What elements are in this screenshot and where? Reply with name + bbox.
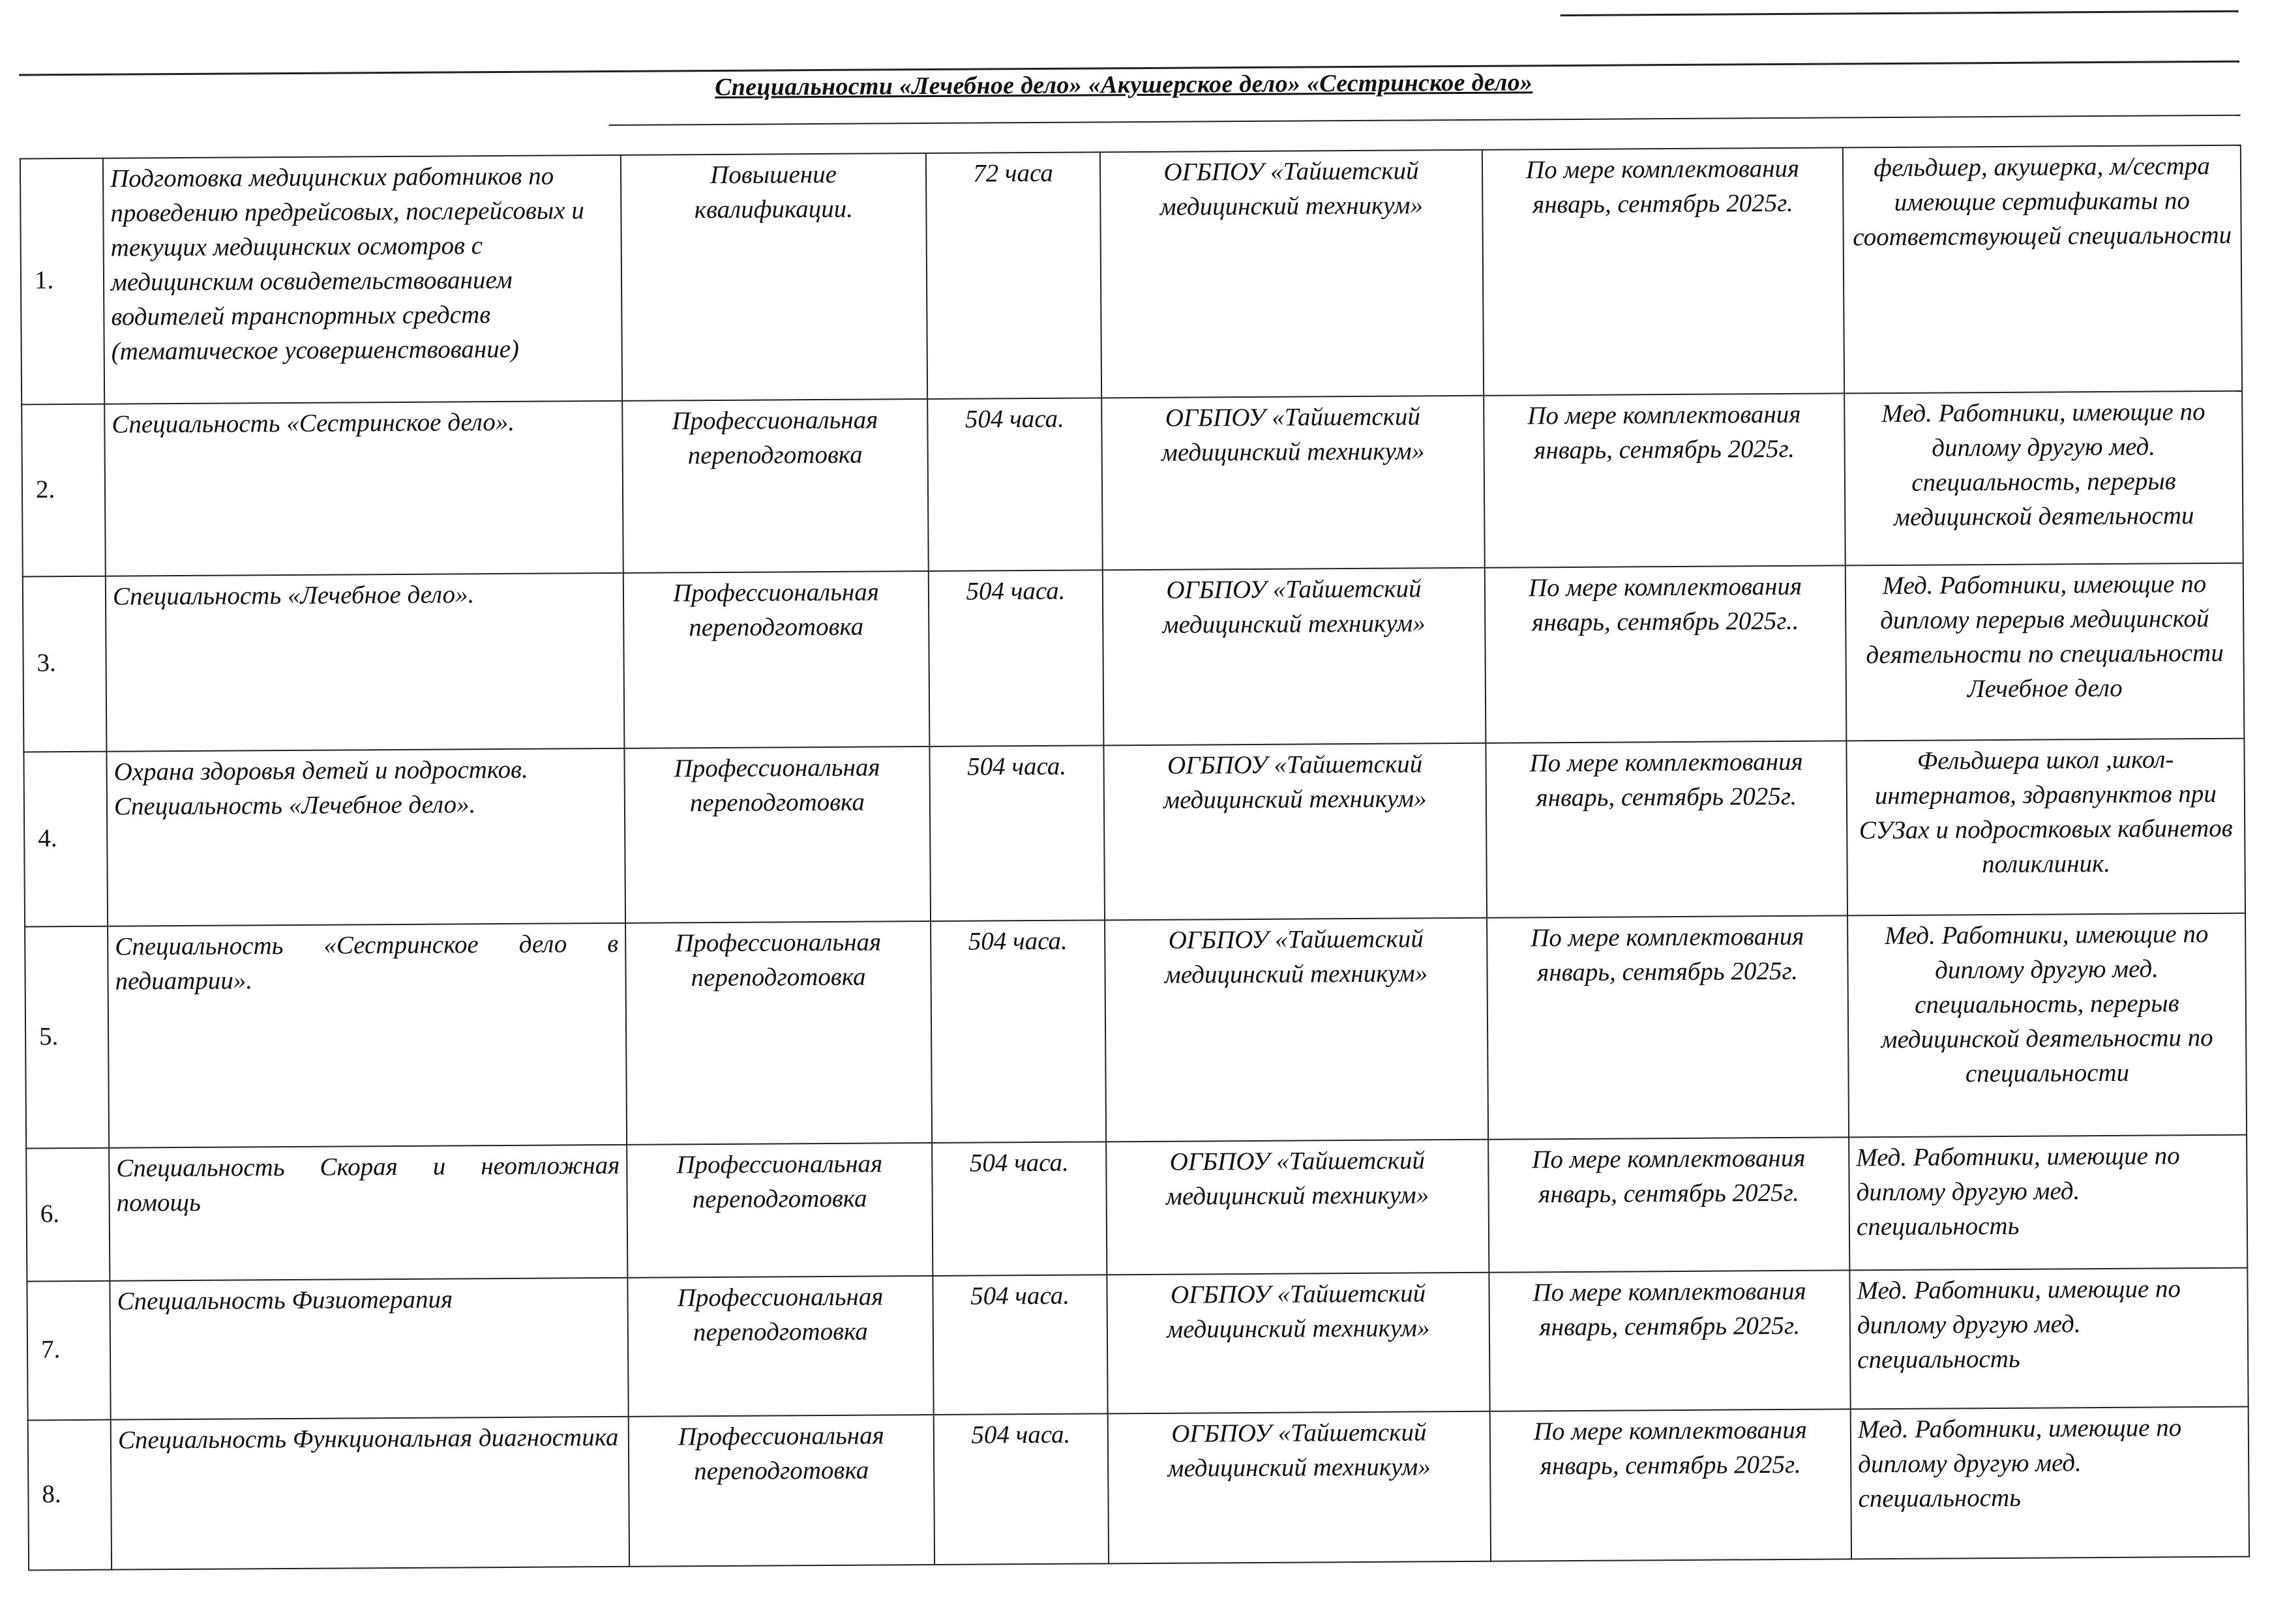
training-organization: ОГБПОУ «Тайшетский медицинский техникум» xyxy=(1105,918,1488,1142)
training-organization: ОГБПОУ «Тайшетский медицинский техникум» xyxy=(1103,743,1487,921)
target-category: Мед. Работники, имеющие по диплому другую мед. специальность, перерыв медицинской деятельности xyxy=(1844,391,2243,566)
training-type: Профессиональная переподготовка xyxy=(627,1276,933,1417)
course-hours: 72 часа xyxy=(926,152,1101,399)
target-category: Мед. Работники, имеющие по диплому другую мед. специальность xyxy=(1849,1135,2247,1271)
table-row xyxy=(23,563,2245,752)
row-number: 1. xyxy=(20,158,104,405)
row-number: 5. xyxy=(25,926,109,1149)
table-row xyxy=(25,913,2247,1149)
course-title: Специальность «Сестринское дело в педиатрии». xyxy=(108,923,627,1148)
course-schedule: По мере комплектования январь, сентябрь 2025г. xyxy=(1489,1270,1850,1411)
title-rule xyxy=(609,115,2241,126)
table-row xyxy=(22,391,2243,577)
course-schedule: По мере комплектования январь, сентябрь 2025г.. xyxy=(1485,565,1847,743)
target-category: Мед. Работники, имеющие по диплому перерыв медицинской деятельности по специальности Лечебное дело xyxy=(1846,563,2245,741)
section-title: Специальности «Лечебное дело» «Акушерское дело» «Сестринское дело» xyxy=(715,68,1533,101)
course-schedule: По мере комплектования январь, сентябрь 2025г. xyxy=(1482,147,1844,395)
row-number: 6. xyxy=(26,1148,110,1282)
training-type: Профессиональная переподготовка xyxy=(622,399,929,573)
course-title: Охрана здоровья детей и подростков. Специальность «Лечебное дело». xyxy=(106,748,625,926)
course-title: Специальность «Лечебное дело». xyxy=(106,573,625,752)
training-type: Профессиональная переподготовка xyxy=(629,1415,934,1567)
course-hours: 504 часа. xyxy=(927,398,1103,571)
training-organization: ОГБПОУ «Тайшетский медицинский техникум» xyxy=(1106,1140,1489,1275)
training-organization: ОГБПОУ «Тайшетский медицинский техникум» xyxy=(1108,1411,1491,1564)
top-edge-rule xyxy=(1561,10,2239,16)
training-type: Профессиональная переподготовка xyxy=(627,1143,933,1278)
course-hours: 504 часа. xyxy=(931,920,1106,1143)
training-type: Профессиональная переподготовка xyxy=(623,571,930,748)
table-row xyxy=(27,1268,2248,1421)
course-hours: 504 часа. xyxy=(934,1413,1109,1565)
course-hours: 504 часа. xyxy=(929,570,1104,746)
table-row xyxy=(28,1407,2249,1571)
training-organization: ОГБПОУ «Тайшетский медицинский техникум» xyxy=(1107,1273,1489,1414)
target-category: фельдшер, акушерка, м/сестра имеющие сертификаты по соответствующей специальности xyxy=(1843,145,2242,394)
courses-table xyxy=(20,145,2250,1571)
row-number: 8. xyxy=(28,1420,112,1571)
target-category: Мед. Работники, имеющие по диплому другую мед. специальность xyxy=(1849,1268,2248,1410)
course-hours: 504 часа. xyxy=(933,1275,1107,1415)
table-row xyxy=(20,145,2242,405)
target-category: Мед. Работники, имеющие по диплому другую мед. специальность, перерыв медицинской деятельности по специальности xyxy=(1847,913,2247,1138)
training-organization: ОГБПОУ «Тайшетский медицинский техникум» xyxy=(1100,150,1484,398)
row-number: 4. xyxy=(23,752,108,927)
training-organization: ОГБПОУ «Тайшетский медицинский техникум» xyxy=(1103,568,1486,746)
table-row xyxy=(26,1135,2247,1282)
target-category: Мед. Работники, имеющие по диплому другую мед. специальность xyxy=(1851,1407,2249,1559)
training-type: Профессиональная переподготовка xyxy=(624,746,931,923)
table-row xyxy=(23,739,2245,927)
course-title: Подготовка медицинских работников по проведению предрейсовых, послерейсовых и текущих медицинских осмотров с медицинским освидетельствованием водителей транспортных средств (тематическое усовершенствование) xyxy=(103,155,622,404)
target-category: Фельдшера школ ,школ-интернатов, здравпунктов при СУЗах и подростковых кабинетов поликлиник. xyxy=(1846,739,2245,916)
course-title: Специальность Функциональная диагностика xyxy=(111,1417,629,1570)
course-schedule: По мере комплектования январь, сентябрь 2025г. xyxy=(1490,1409,1851,1561)
row-number: 2. xyxy=(22,404,106,577)
training-type: Профессиональная переподготовка xyxy=(625,921,932,1145)
course-schedule: По мере комплектования январь, сентябрь 2025г. xyxy=(1488,1137,1849,1272)
course-schedule: По мере комплектования январь, сентябрь 2025г. xyxy=(1484,393,1846,567)
course-title: Специальность «Сестринское дело». xyxy=(104,401,623,576)
course-title: Специальность Скорая и неотложная помощь xyxy=(109,1145,627,1281)
course-title: Специальность Физиотерапия xyxy=(110,1278,628,1420)
course-schedule: По мере комплектования январь, сентябрь 2025г. xyxy=(1487,915,1849,1139)
row-number: 3. xyxy=(23,576,107,752)
course-schedule: По мере комплектования январь, сентябрь 2025г. xyxy=(1486,741,1847,917)
training-type: Повышение квалификации. xyxy=(621,153,927,401)
course-hours: 504 часа. xyxy=(932,1142,1107,1276)
training-organization: ОГБПОУ «Тайшетский медицинский техникум» xyxy=(1101,396,1485,570)
row-number: 7. xyxy=(27,1281,110,1421)
course-hours: 504 часа. xyxy=(929,745,1105,921)
